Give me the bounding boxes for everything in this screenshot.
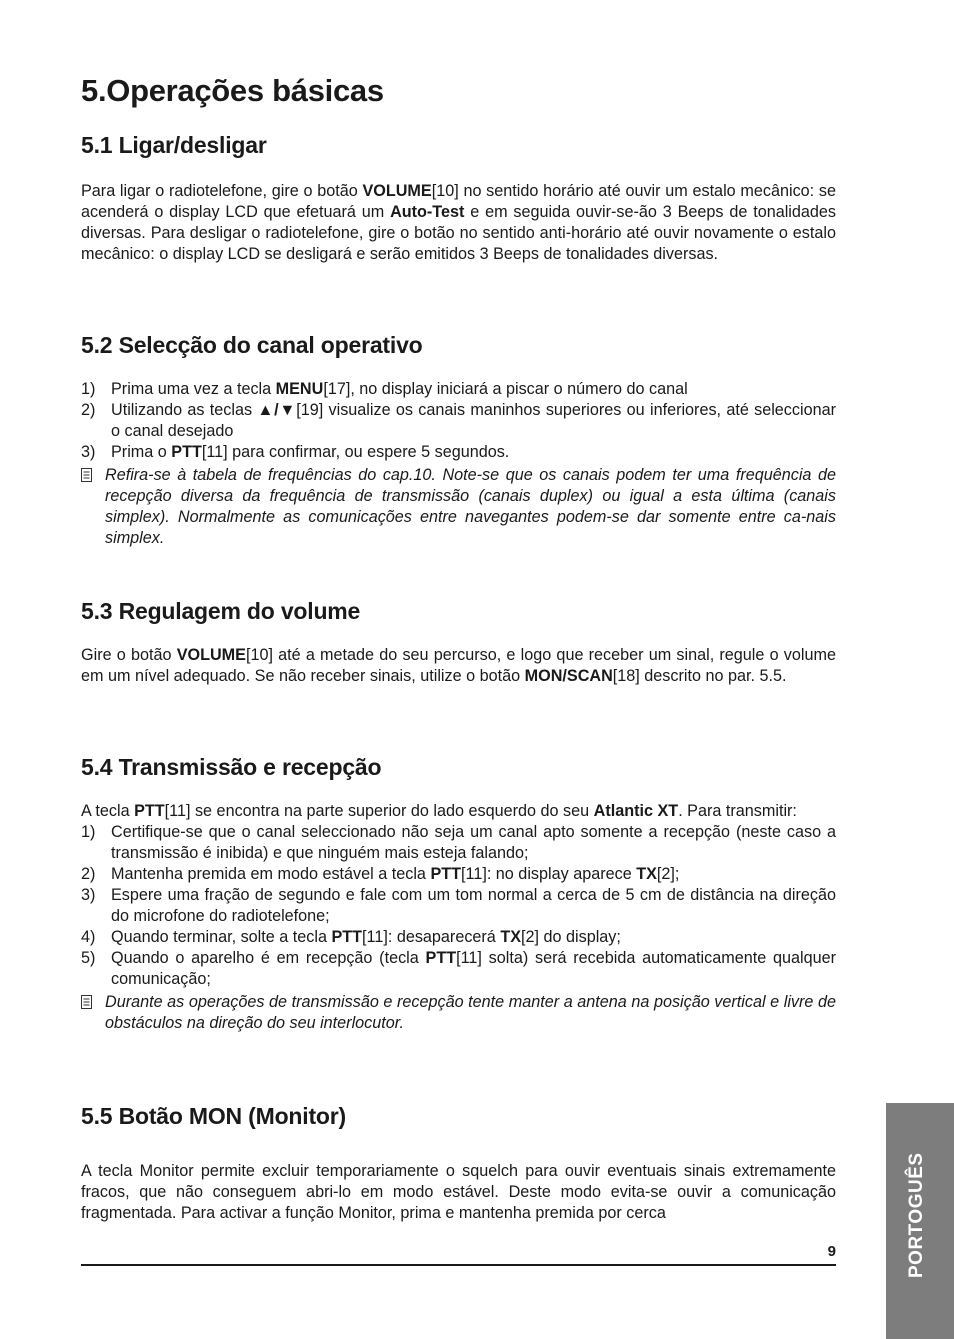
page-title: 5.Operações básicas	[81, 73, 384, 108]
numbered-list	[81, 379, 836, 463]
note	[81, 465, 836, 549]
section-heading: 5.4 Transmissão e recepção	[81, 754, 382, 780]
section-heading: 5.5 Botão MON (Monitor)	[81, 1103, 346, 1129]
section-transmissao-recepcao	[81, 752, 836, 1034]
section-heading: 5.2 Selecção do canal operativo	[81, 332, 423, 358]
list-item: 2) Mantenha premida em modo estável a tecla PTT[11]: no display aparece TX[2];	[81, 865, 680, 883]
list-item: 3) Espere uma fração de segundo e fale com um tom normal a cerca de 5 cm de distância na direção do microfone do radiotelefone;	[81, 886, 836, 925]
note-text: Refira-se à tabela de frequências do cap.10. Note-se que os canais podem ter uma frequência de recepção diversa da frequência de transmissão (canais duplex) ou igual a esta última (canais simplex). Normalmente as comunicações entre navegantes podem-se dar somente entre ca-nais simplex.	[105, 466, 836, 547]
paragraph: Para ligar o radiotelefone, gire o botão VOLUME[10] no sentido horário até ouvir um estalo mecânico: se acenderá o display LCD que efetuará um Auto-Test e em seguida ouvir-se-ão 3 Beeps de tonalidades diversas. Para desligar o radiotelefone, gire o botão no sentido anti-horário até ouvir novamente o estalo mecânico: o display LCD se desligará e serão emitidos 3 Beeps de tonalidades diversas.	[81, 182, 836, 263]
note-text: Durante as operações de transmissão e recepção tente manter a antena na posição vertical e livre de obstáculos na direção do seu interlocutor.	[105, 993, 836, 1032]
section-regulagem-volume	[81, 596, 836, 687]
language-tab-label: PORTOGUÊS	[906, 1152, 927, 1278]
list-item: 2) Utilizando as teclas ▲/▼[19] visualize os canais maninhos superiores ou inferiores, até seleccionar o canal desejado	[81, 401, 836, 440]
page-number: 9	[827, 1243, 836, 1260]
note	[81, 992, 836, 1034]
section-heading: 5.3 Regulagem do volume	[81, 598, 361, 624]
footer-rule	[81, 1264, 836, 1266]
section-ligar-desligar	[81, 130, 836, 265]
list-item: 5) Quando o aparelho é em recepção (tecla PTT[11] solta) será recebida automaticamente qualquer comunicação;	[81, 949, 836, 988]
paragraph: A tecla PTT[11] se encontra na parte superior do lado esquerdo do seu Atlantic XT. Para transmitir:	[81, 802, 797, 820]
section-heading: 5.1 Ligar/desligar	[81, 132, 267, 158]
note-icon	[81, 468, 92, 482]
list-item: 1) Certifique-se que o canal seleccionado não seja um canal apto somente a recepção (neste caso a transmissão é inibida) e que ninguém mais esteja falando;	[81, 823, 836, 862]
paragraph: A tecla Monitor permite excluir temporariamente o squelch para ouvir eventuais sinais extremamente fracos, que não conseguem abri-lo em modo estável. Deste modo evita-se ouvir a comunicação fragmentada. Para activar a função Monitor, prima e mantenha premida por cerca	[81, 1162, 836, 1222]
list-item: 4) Quando terminar, solte a tecla PTT[11]: desaparecerá TX[2] do display;	[81, 928, 621, 946]
section-seleccao-canal	[81, 330, 836, 549]
note-icon	[81, 995, 92, 1009]
list-item: 1) Prima uma vez a tecla MENU[17], no display iniciará a piscar o número do canal	[81, 380, 688, 398]
list-item: 3) Prima o PTT[11] para confirmar, ou espere 5 segundos.	[81, 443, 510, 461]
paragraph: Gire o botão VOLUME[10] até a metade do seu percurso, e logo que receber um sinal, regule o volume em um nível adequado. Se não receber sinais, utilize o botão MON/SCAN[18] descrito no par. 5.5.	[81, 646, 836, 685]
section-botao-mon	[81, 1101, 836, 1224]
numbered-list	[81, 822, 836, 990]
